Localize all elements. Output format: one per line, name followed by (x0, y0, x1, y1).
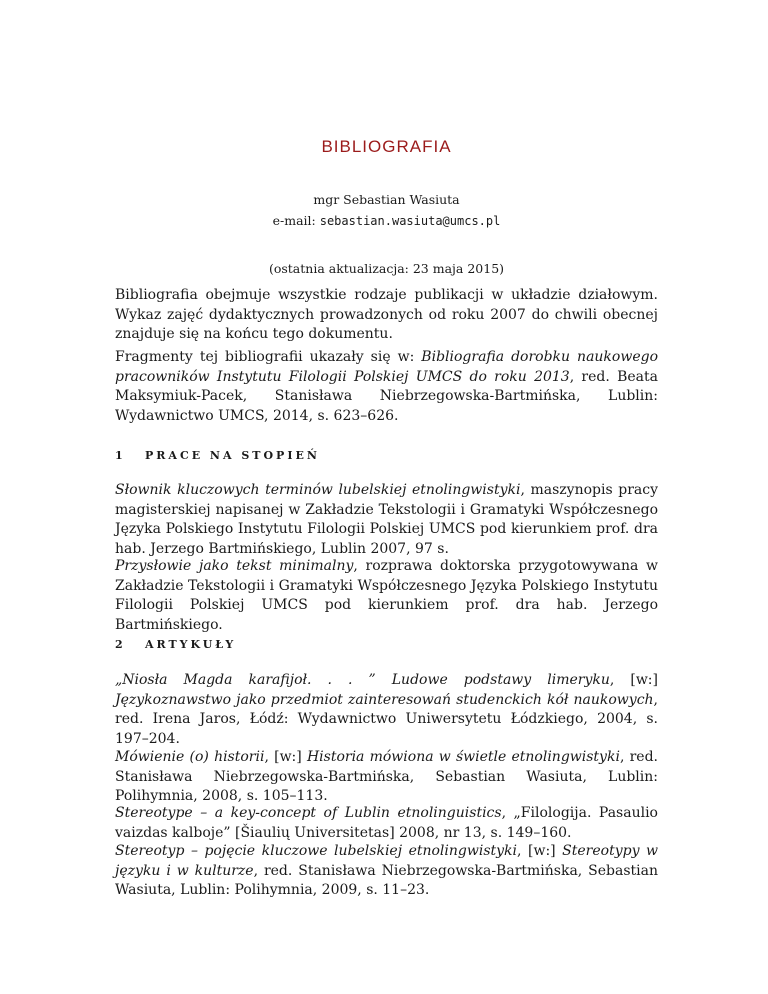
section-heading (115, 449, 658, 462)
author-email (115, 213, 658, 228)
section-number: 1 (115, 449, 126, 462)
section-heading (115, 638, 658, 651)
bibliography-entry: Stereotyp – pojęcie kluczowe lubelskiej etnolingwistyki, [w:] Stereotypy w języku i w kulturze, red. Stanisława Niebrzegowska-Bartmińska, Sebastian Wasiuta, Lublin: Polihymnia, 2009, s. 11–23. (115, 843, 659, 898)
email-address[interactable]: sebastian.wasiuta@umcs.pl (319, 214, 501, 228)
section-title: PRACE NA STOPIEŃ (145, 449, 320, 462)
intro-paragraph: Bibliografia obejmuje wszystkie rodzaje publikacji w układzie działowym. Wykaz zajęć dydaktycznych prowadzonych od roku 2007 do chwili obecnej znajduje się na końcu tego dokumentu. (115, 287, 658, 342)
intro-paragraph-source: Fragmenty tej bibliografii ukazały się w: Bibliografia dorobku naukowego pracowników Instytutu Filologii Polskiej UMCS do roku 2013, red. Beata Maksymiuk-Pacek, Stanisława Niebrzegowska-Bartmińska, Lublin: Wydawnictwo UMCS, 2014, s. 623–626. (115, 349, 659, 424)
section-title: ARTYKUŁY (145, 638, 237, 651)
bibliography-entry: Mówienie (o) historii, [w:] Historia mówiona w świetle etnolingwistyki, red. Stanisława Niebrzegowska-Bartmińska, Sebastian Wasiuta, Lublin: Polihymnia, 2008, s. 105–113. (115, 749, 658, 804)
section-number: 2 (115, 638, 126, 651)
document-title: BIBLIOGRAFIA (321, 137, 452, 156)
bibliography-entry: „Niosła Magda karafijoł. . . ” Ludowe podstawy limeryku, [w:] Językoznawstwo jako przedmiot zainteresowań studenckich kół naukowych, red. Irena Jaros, Łódź: Wydawnictwo Uniwersytetu Łódzkiego, 2004, s. 197–204. (115, 672, 658, 747)
last-updated: (ostatnia aktualizacja: 23 maja 2015) (268, 261, 505, 276)
email-label: e-mail: (272, 213, 320, 228)
author-name: mgr Sebastian Wasiuta (313, 192, 460, 207)
bibliography-entry: Przysłowie jako tekst minimalny, rozprawa doktorska przygotowywana w Zakładzie Tekstologii i Gramatyki Współczesnego Języka Polskiego Instytutu Filologii Polskiej UMCS pod kierunkiem prof. dra hab. Jerzego Bartmińskiego. (115, 558, 659, 633)
bibliography-entry: Słownik kluczowych terminów lubelskiej etnolingwistyki, maszynopis pracy magisterskiej napisanej w Zakładzie Tekstologii i Gramatyki Współczesnego Języka Polskiego Instytutu Filologii Polskiej UMCS pod kierunkiem prof. dra hab. Jerzego Bartmińskiego, Lublin 2007, 97 s. (115, 482, 658, 557)
bibliography-entry: Stereotype – a key-concept of Lublin etnolinguistics, „Filologija. Pasaulio vaizdas kalboje” [Šiaulių Universitetas] 2008, nr 13, s. 149–160. (115, 805, 658, 841)
